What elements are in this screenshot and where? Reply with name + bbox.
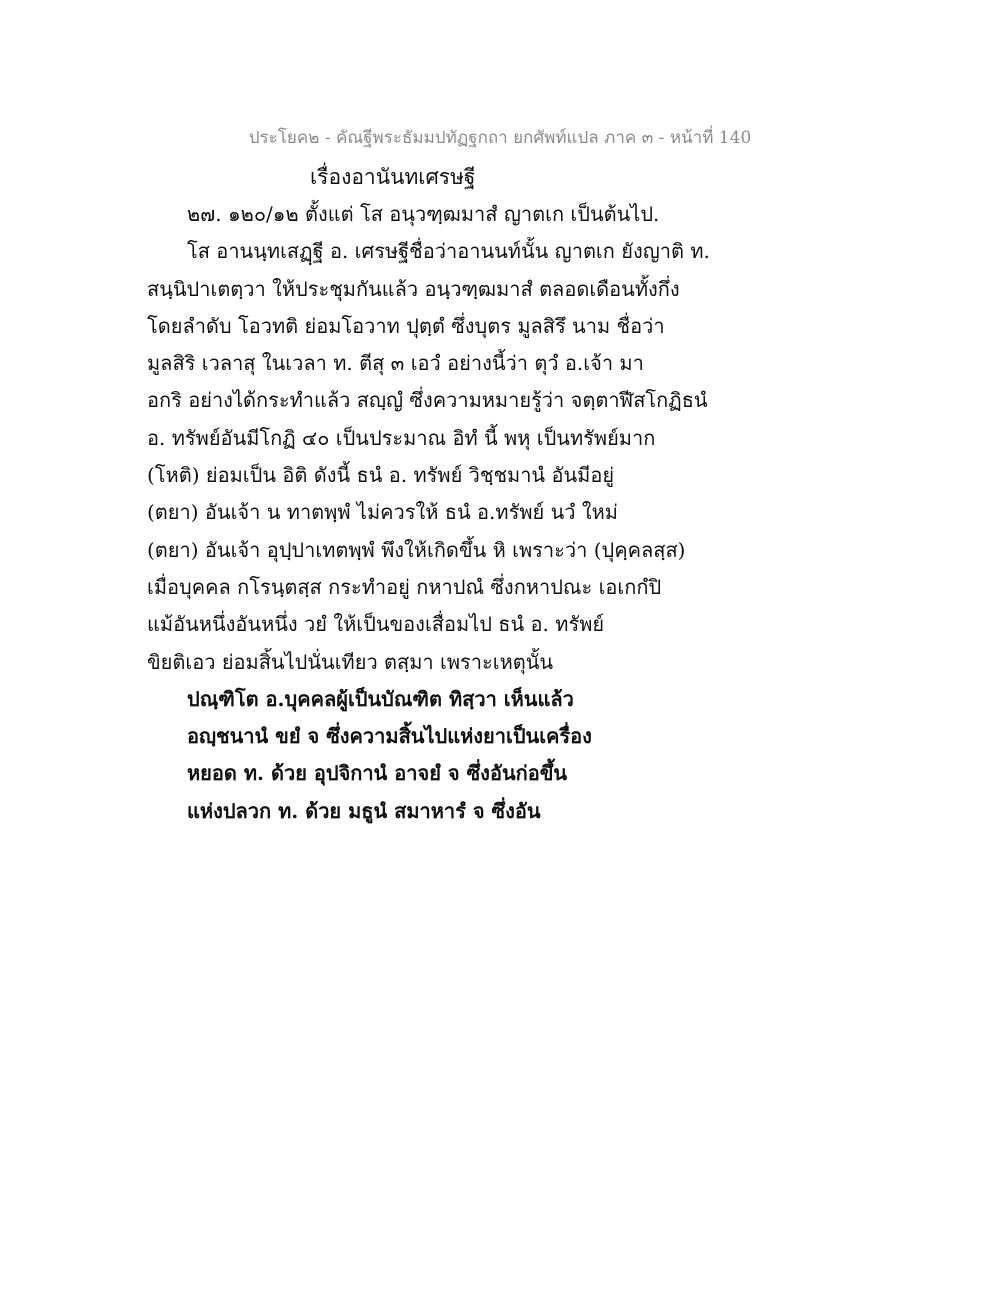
text-line: มูลสิริ เวลาสุ ในเวลา ท. ตีสุ ๓ เอวํ อย่างนี้ว่า ตุวํ อ.เจ้า มา: [147, 351, 644, 376]
verse-line: อญฺชนานํ ขยํ จ ซึ่งความสิ้นไปแห่งยาเป็นเครื่อง: [187, 724, 592, 749]
text-line: (โหติ) ย่อมเป็น อิติ ดังนี้ ธนํ อ. ทรัพย์ วิชฺชมานํ อันมีอยู่: [147, 463, 615, 488]
verse-line: ปณฺฑิโต อ.บุคคลผู้เป็นบัณฑิต ทิสฺวา เห็นแล้ว: [187, 686, 574, 711]
story-title: เรื่องอานันทเศรษฐี: [310, 165, 476, 189]
text-line: (ตยา) อันเจ้า อุปฺปาเทตพฺพํ พึงให้เกิดขึ้น หิ เพราะว่า (ปุคฺคลสฺส): [147, 537, 686, 562]
section-reference-line: ๒๗. ๑๒๐/๑๒ ตั้งแต่ โส อนุวฑฺฒมาสํ ญาตเก เป็นต้นไป.: [187, 202, 660, 226]
verse-line: หยอด ท. ด้วย อุปจิกานํ อาจยํ จ ซึ่งอันก่อขึ้น: [187, 761, 568, 786]
text-line: สนฺนิปาเตตฺวา ให้ประชุมกันแล้ว อนฺวฑฺฒมาสํ ตลอดเดือนทั้งกึ่ง: [147, 276, 680, 301]
text-line: ขิยติเอว ย่อมสิ้นไปนั่นเทียว ตสฺมา เพราะเหตุนั้น: [147, 649, 554, 674]
running-header: ประโยค๒ - คัณฐีพระธัมมปทัฏฐกถา ยกศัพท์แปล ภาค ๓ - หน้าที่ 140: [248, 128, 752, 148]
text-line: แม้อันหนึ่งอันหนึ่ง วยํ ให้เป็นของเสื่อมไป ธนํ อ. ทรัพย์: [147, 612, 605, 637]
text-line: โส อานนฺทเสฏฺฐี อ. เศรษฐีชื่อว่าอานนท์นั้น ญาตเก ยังญาติ ท.: [187, 239, 710, 264]
text-line: อกริ อย่างได้กระทำแล้ว สญฺญํ ซึ่งความหมายรู้ว่า จตฺตาฬีสโกฏิธนํ: [147, 388, 708, 413]
text-line: อ. ทรัพย์อันมีโกฏิ ๔๐ เป็นประมาณ อิทํ นี้ พหุ เป็นทรัพย์มาก: [147, 425, 656, 450]
body-text: [147, 196, 710, 830]
text-line: เมื่อบุคคล กโรนฺตสฺส กระทำอยู่ กหาปณํ ซึ่งกหาปณะ เอเกกํปิ: [147, 574, 662, 599]
text-line: (ตยา) อันเจ้า น ทาตพฺพํ ไม่ควรให้ ธนํ อ.ทรัพย์ นวํ ใหม่: [147, 500, 618, 525]
verse-line: แห่งปลวก ท. ด้วย มธูนํ สมาหารํ จ ซึ่งอัน: [187, 798, 541, 823]
text-line: โดยลำดับ โอวทติ ย่อมโอวาท ปุตฺตํ ซึ่งบุตร มูลสิรึ นาม ชื่อว่า: [147, 313, 665, 338]
